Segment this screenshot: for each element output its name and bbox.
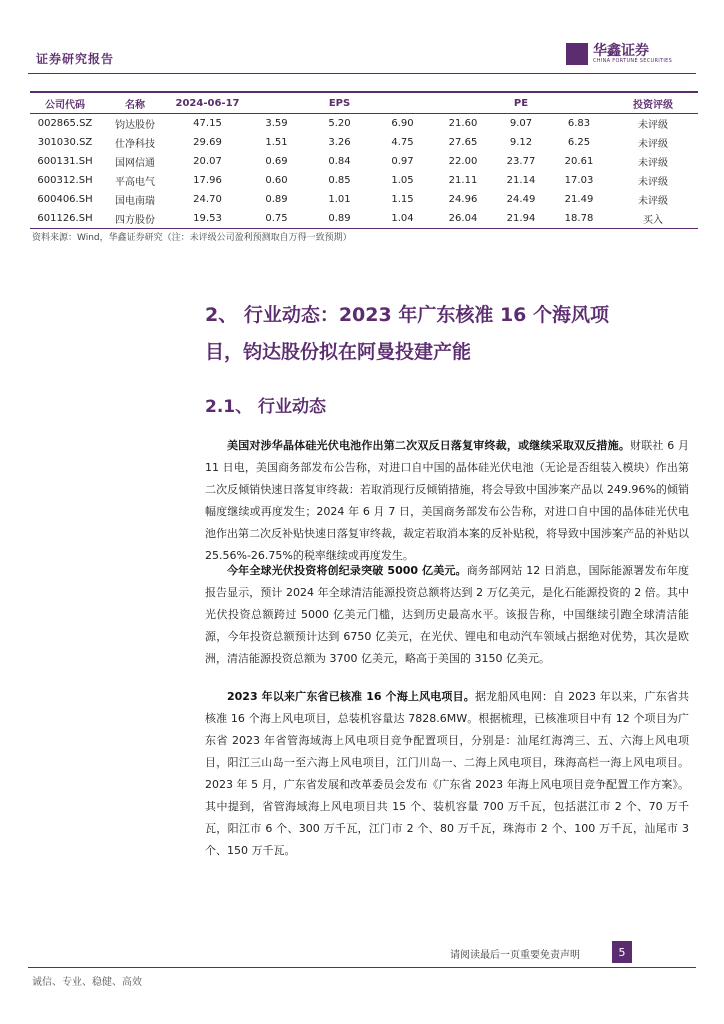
table-cell: 21.60 [448, 118, 478, 129]
table-cell: 600131.SH [37, 156, 93, 167]
table-cell: 国网信通 [115, 158, 155, 169]
table-cell: 0.75 [245, 209, 308, 229]
paragraph-3-body: 据龙船风电网：自 2023 年以来，广东省共核准 16 个海上风电项目，总装机容量达 7828.6MW。根据梳理，已核准项目中有 12 个项目为广东省 2023 年省管海域海上风电项目竞争配置项目，分别是：汕尾红海湾三、五、六海上风电项目，阳江三山岛一至六海上风电项目，江门川岛一、二海上风电项目，珠海高栏一海上风电项目。2023 年 5 月，广东省发展和改革委员会发布《广东省 2023 年海上风电项目竞争配置工作方案》。其中提到，省管海域海上风电项目共 15 个、装机容量 700 万千瓦，包括湛江市 2 个、70 万千瓦，阳江市 6 个、300 万千瓦，江门市 2 个、80 万千瓦，珠海市 2 个、100 万千瓦，汕尾市 3 个、150 万千瓦。 [205, 690, 689, 857]
logo-chinese-name: 华鑫证券 [593, 42, 649, 59]
logo-english-name: CHINA FORTUNE SECURITIES [593, 57, 673, 64]
table-row [30, 190, 698, 209]
table-cell: 20.07 [193, 156, 222, 167]
table-cell: 未评级 [638, 177, 668, 188]
paragraph-3 [205, 686, 689, 862]
table-cell: 19.53 [170, 209, 245, 229]
table-row [30, 152, 698, 171]
table-cell: 3.59 [265, 118, 288, 129]
table-cell: 0.89 [265, 194, 288, 205]
table-cell: 600406.SH [37, 194, 93, 205]
table-cell: 未评级 [638, 158, 668, 169]
table-cell: 601126.SH [30, 209, 100, 229]
paragraph-3-lead: 2023 年以来广东省已核准 16 个海上风电项目。 [227, 690, 475, 703]
table-source-note: 资料来源：Wind，华鑫证券研究（注：未评级公司盈利预测取自万得一致预期） [32, 233, 352, 243]
header-divider [28, 73, 696, 74]
table-cell: 未评级 [638, 120, 668, 131]
table-cell: 1.51 [265, 137, 288, 148]
header-rating: 投资评级 [608, 92, 698, 114]
section-heading-line1: 2、 行业动态：2023 年广东核准 16 个海风项 [205, 304, 610, 326]
table-cell: 未评级 [638, 139, 668, 150]
report-header-title: 证券研究报告 [36, 52, 115, 66]
table-cell: 9.12 [509, 137, 533, 148]
table-cell: 26.04 [434, 209, 492, 229]
table-cell: 47.15 [193, 118, 222, 129]
disclaimer-notice: 请阅读最后一页重要免责声明 [450, 950, 580, 961]
table-cell: 600312.SH [37, 175, 93, 186]
table-cell: 29.69 [193, 137, 222, 148]
table-cell: 17.03 [564, 175, 594, 186]
section-heading-line2: 目，钧达股份拟在阿曼投建产能 [205, 341, 472, 363]
table-cell: 21.94 [492, 209, 550, 229]
table-cell: 5.20 [328, 118, 351, 129]
table-cell: 24.70 [193, 194, 222, 205]
company-logo [566, 43, 672, 65]
paragraph-1-body: 财联社 6 月 11 日电，美国商务部发布公告称，对进口自中国的晶体硅光伏电池（无论是否组装入模块）作出第二次反倾销快速日落复审终裁：若取消现行反倾销措施，将会导致中国涉案产品以 249.96%的倾销幅度继续或再度发生；2024 年 6 月 7 日，美国商务部发布公告称，对进口自中国的晶体硅光伏电池作出第二次反补贴快速日落复审终裁，裁定若取消本案的反补贴税，将导致中国涉案产品的补贴以 25.56%-26.75%的税率继续或再度发生。 [205, 439, 689, 562]
table-cell: 23.77 [506, 156, 536, 167]
table-row [30, 114, 698, 134]
table-cell: 1.15 [391, 194, 414, 205]
table-cell: 301030.SZ [37, 137, 93, 148]
table-cell: 22.00 [448, 156, 478, 167]
table-cell: 20.61 [564, 156, 594, 167]
header-name: 名称 [100, 92, 170, 114]
table-cell: 6.90 [391, 118, 414, 129]
subsection-heading: 2.1、 行业动态 [205, 397, 327, 417]
paragraph-1 [205, 435, 689, 567]
table-cell: 1.01 [328, 194, 351, 205]
header-price: 2024-06-17 [170, 92, 245, 114]
footer-values: 诚信、专业、稳健、高效 [32, 977, 142, 988]
footer-divider [28, 967, 696, 968]
table-cell: 21.11 [448, 175, 478, 186]
table-cell: 17.96 [193, 175, 222, 186]
header-code: 公司代码 [30, 92, 100, 114]
valuation-table [30, 91, 698, 229]
table-cell: 1.04 [371, 209, 434, 229]
table-cell: 仕净科技 [115, 139, 155, 150]
table-cell: 1.05 [391, 175, 414, 186]
paragraph-2 [205, 560, 689, 670]
table-cell: 6.83 [567, 118, 591, 129]
table-cell: 0.69 [265, 156, 288, 167]
table-cell: 平高电气 [115, 177, 155, 188]
paragraph-1-lead: 美国对涉华晶体硅光伏电池作出第二次双反日落复审终裁，或继续采取双反措施。 [227, 439, 631, 452]
table-cell: 0.60 [265, 175, 288, 186]
table-row [30, 209, 698, 229]
table-cell: 24.96 [448, 194, 478, 205]
paragraph-2-lead: 今年全球光伏投资将创纪录突破 5000 亿美元。 [227, 564, 467, 577]
table-cell: 6.25 [567, 137, 591, 148]
table-cell: 24.49 [506, 194, 536, 205]
page-number: 5 [612, 941, 632, 963]
table-cell: 21.49 [564, 194, 594, 205]
table-cell: 21.14 [506, 175, 536, 186]
logo-mark-icon [566, 43, 588, 65]
table-cell: 买入 [608, 209, 698, 229]
table-row [30, 171, 698, 190]
table-cell: 0.97 [391, 156, 414, 167]
table-row [30, 133, 698, 152]
table-cell: 四方股份 [100, 209, 170, 229]
table-cell: 27.65 [448, 137, 478, 148]
table-cell: 3.26 [328, 137, 351, 148]
table-cell: 0.85 [328, 175, 351, 186]
table-cell: 0.84 [328, 156, 351, 167]
table-cell: 002865.SZ [37, 118, 93, 129]
table-cell: 未评级 [638, 196, 668, 207]
header-eps: EPS [245, 92, 434, 114]
paragraph-2-body: 商务部网站 12 日消息，国际能源署发布年度报告显示，预计 2024 年全球清洁能源投资总额将达到 2 万亿美元，是化石能源投资的 2 倍。其中光伏投资总额跨过 5000 亿美元门槛，达到历史最高水平。该报告称，中国继续引跑全球清洁能源，今年投资总额预计达到 6750 亿美元，在光伏、锂电和电动汽车领域占据绝对优势，其次是欧洲，清洁能源投资总额为 3700 亿美元，略高于美国的 3150 亿美元。 [205, 564, 689, 665]
table-cell: 0.89 [308, 209, 371, 229]
table-cell: 9.07 [509, 118, 533, 129]
table-cell: 4.75 [391, 137, 414, 148]
table-cell: 18.78 [550, 209, 608, 229]
header-pe: PE [434, 92, 608, 114]
table-cell: 钧达股份 [115, 120, 155, 131]
table-cell: 国电南瑞 [115, 196, 155, 207]
